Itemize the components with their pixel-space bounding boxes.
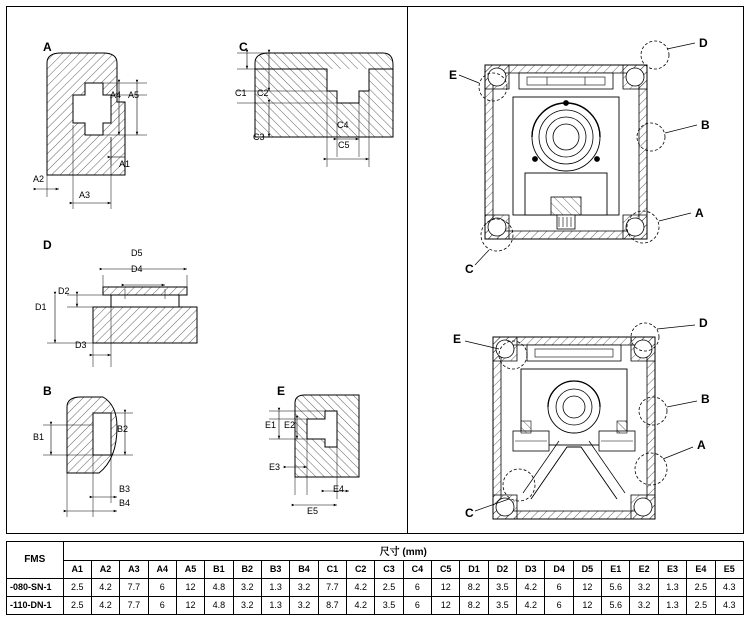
cell-b4: 3.2 (290, 597, 318, 615)
drawing-area (6, 6, 744, 534)
callout-bottom-e: E (453, 332, 462, 346)
cell-c1: 8.7 (318, 597, 346, 615)
table-header-dimensions: 尺寸 (mm) (63, 542, 743, 561)
dim-label-c2: C2 (257, 88, 269, 98)
col-a4: A4 (148, 561, 176, 579)
dim-label-a1: A1 (119, 159, 131, 169)
cell-d4: 6 (545, 579, 573, 597)
callout-top-b: B (701, 118, 710, 132)
dim-label-d4: D4 (131, 264, 143, 274)
row-model-name: -080-SN-1 (7, 579, 64, 597)
col-c3: C3 (375, 561, 403, 579)
cell-c5: 12 (432, 579, 460, 597)
callout-bottom-c: C (465, 506, 474, 520)
cell-d2: 3.5 (488, 597, 516, 615)
callout-bottom-b: B (701, 392, 710, 406)
cell-e5: 4.3 (715, 579, 744, 597)
cell-e2: 3.2 (630, 597, 658, 615)
detail-label-a: A (43, 40, 52, 54)
col-d4: D4 (545, 561, 573, 579)
callout-bottom-a: A (697, 438, 706, 452)
cell-a4: 6 (148, 597, 176, 615)
cell-c3: 3.5 (375, 597, 403, 615)
dimension-table-wrapper (6, 541, 744, 615)
col-b2: B2 (233, 561, 261, 579)
cell-d3: 4.2 (517, 597, 545, 615)
dim-label-b2: B2 (117, 424, 129, 434)
cell-a4: 6 (148, 579, 176, 597)
col-b4: B4 (290, 561, 318, 579)
cell-d2: 3.5 (488, 579, 516, 597)
dim-label-e1: E1 (265, 420, 277, 430)
dim-label-c3: C3 (253, 132, 265, 142)
col-e1: E1 (602, 561, 630, 579)
cell-a2: 4.2 (91, 597, 119, 615)
col-d1: D1 (460, 561, 488, 579)
callout-top-e: E (449, 68, 458, 82)
col-c1: C1 (318, 561, 346, 579)
col-e4: E4 (687, 561, 715, 579)
cell-e3: 1.3 (658, 597, 686, 615)
callout-top-d: D (699, 36, 708, 50)
dim-label-e3: E3 (269, 462, 281, 472)
col-e2: E2 (630, 561, 658, 579)
dim-label-d1: D1 (35, 302, 47, 312)
dim-label-b3: B3 (119, 484, 131, 494)
cell-c2: 4.2 (347, 579, 375, 597)
cell-b2: 3.2 (233, 579, 261, 597)
cell-e1: 5.6 (602, 579, 630, 597)
cell-a1: 2.5 (63, 597, 91, 615)
col-c2: C2 (347, 561, 375, 579)
dim-label-c1: C1 (235, 88, 247, 98)
detail-label-d: D (43, 238, 52, 252)
cell-e1: 5.6 (602, 597, 630, 615)
callout-top-c: C (465, 262, 474, 276)
dim-label-b4: B4 (119, 498, 131, 508)
cell-d3: 4.2 (517, 579, 545, 597)
col-e5: E5 (715, 561, 744, 579)
col-d2: D2 (488, 561, 516, 579)
col-b3: B3 (261, 561, 289, 579)
col-a2: A2 (91, 561, 119, 579)
cell-e5: 4.3 (715, 597, 744, 615)
cell-b2: 3.2 (233, 597, 261, 615)
table-header-row-2 (7, 561, 744, 579)
drawing-geometry (7, 7, 745, 535)
cell-e3: 1.3 (658, 579, 686, 597)
cell-e4: 2.5 (687, 597, 715, 615)
detail-label-b: B (43, 384, 52, 398)
col-a3: A3 (120, 561, 148, 579)
cell-d1: 8.2 (460, 579, 488, 597)
col-d5: D5 (573, 561, 601, 579)
cell-d4: 6 (545, 597, 573, 615)
col-e3: E3 (658, 561, 686, 579)
callout-bottom-d: D (699, 316, 708, 330)
dimension-table (6, 541, 744, 615)
col-d3: D3 (517, 561, 545, 579)
dim-label-a3: A3 (79, 190, 91, 200)
dim-label-d3: D3 (75, 340, 87, 350)
cell-b3: 1.3 (261, 597, 289, 615)
cell-a5: 12 (176, 597, 204, 615)
cell-c3: 2.5 (375, 579, 403, 597)
dim-label-e2: E2 (284, 420, 296, 430)
detail-label-c: C (239, 40, 248, 54)
row-model-name: -110-DN-1 (7, 597, 64, 615)
table-row (7, 597, 744, 615)
cell-a2: 4.2 (91, 579, 119, 597)
table-row (7, 579, 744, 597)
cell-b1: 4.8 (205, 597, 233, 615)
dim-label-d2: D2 (58, 286, 70, 296)
cell-d5: 12 (573, 579, 601, 597)
col-c4: C4 (403, 561, 431, 579)
cell-a1: 2.5 (63, 579, 91, 597)
dim-label-c5: C5 (338, 140, 350, 150)
dim-label-e5: E5 (307, 506, 319, 516)
detail-label-e: E (277, 384, 286, 398)
table-header-row-1 (7, 542, 744, 561)
dim-label-e4: E4 (333, 484, 345, 494)
cell-a3: 7.7 (120, 579, 148, 597)
cell-c4: 6 (403, 597, 431, 615)
cell-c1: 7.7 (318, 579, 346, 597)
cell-e2: 3.2 (630, 579, 658, 597)
dim-label-a4: A4 (110, 90, 122, 100)
table-header-fms: FMS (7, 542, 64, 579)
col-c5: C5 (432, 561, 460, 579)
cell-b3: 1.3 (261, 579, 289, 597)
cell-b1: 4.8 (205, 579, 233, 597)
col-a1: A1 (63, 561, 91, 579)
callout-top-a: A (695, 206, 704, 220)
col-b1: B1 (205, 561, 233, 579)
cell-c2: 4.2 (347, 597, 375, 615)
cell-c5: 12 (432, 597, 460, 615)
cell-e4: 2.5 (687, 579, 715, 597)
dim-label-b1: B1 (33, 432, 45, 442)
cell-b4: 3.2 (290, 579, 318, 597)
cell-d5: 12 (573, 597, 601, 615)
cell-c4: 6 (403, 579, 431, 597)
dim-label-d5: D5 (131, 248, 143, 258)
col-a5: A5 (176, 561, 204, 579)
cell-a3: 7.7 (120, 597, 148, 615)
cell-d1: 8.2 (460, 597, 488, 615)
dim-label-a2: A2 (33, 174, 45, 184)
dim-label-c4: C4 (337, 120, 349, 130)
dim-label-a5: A5 (128, 90, 140, 100)
cell-a5: 12 (176, 579, 204, 597)
